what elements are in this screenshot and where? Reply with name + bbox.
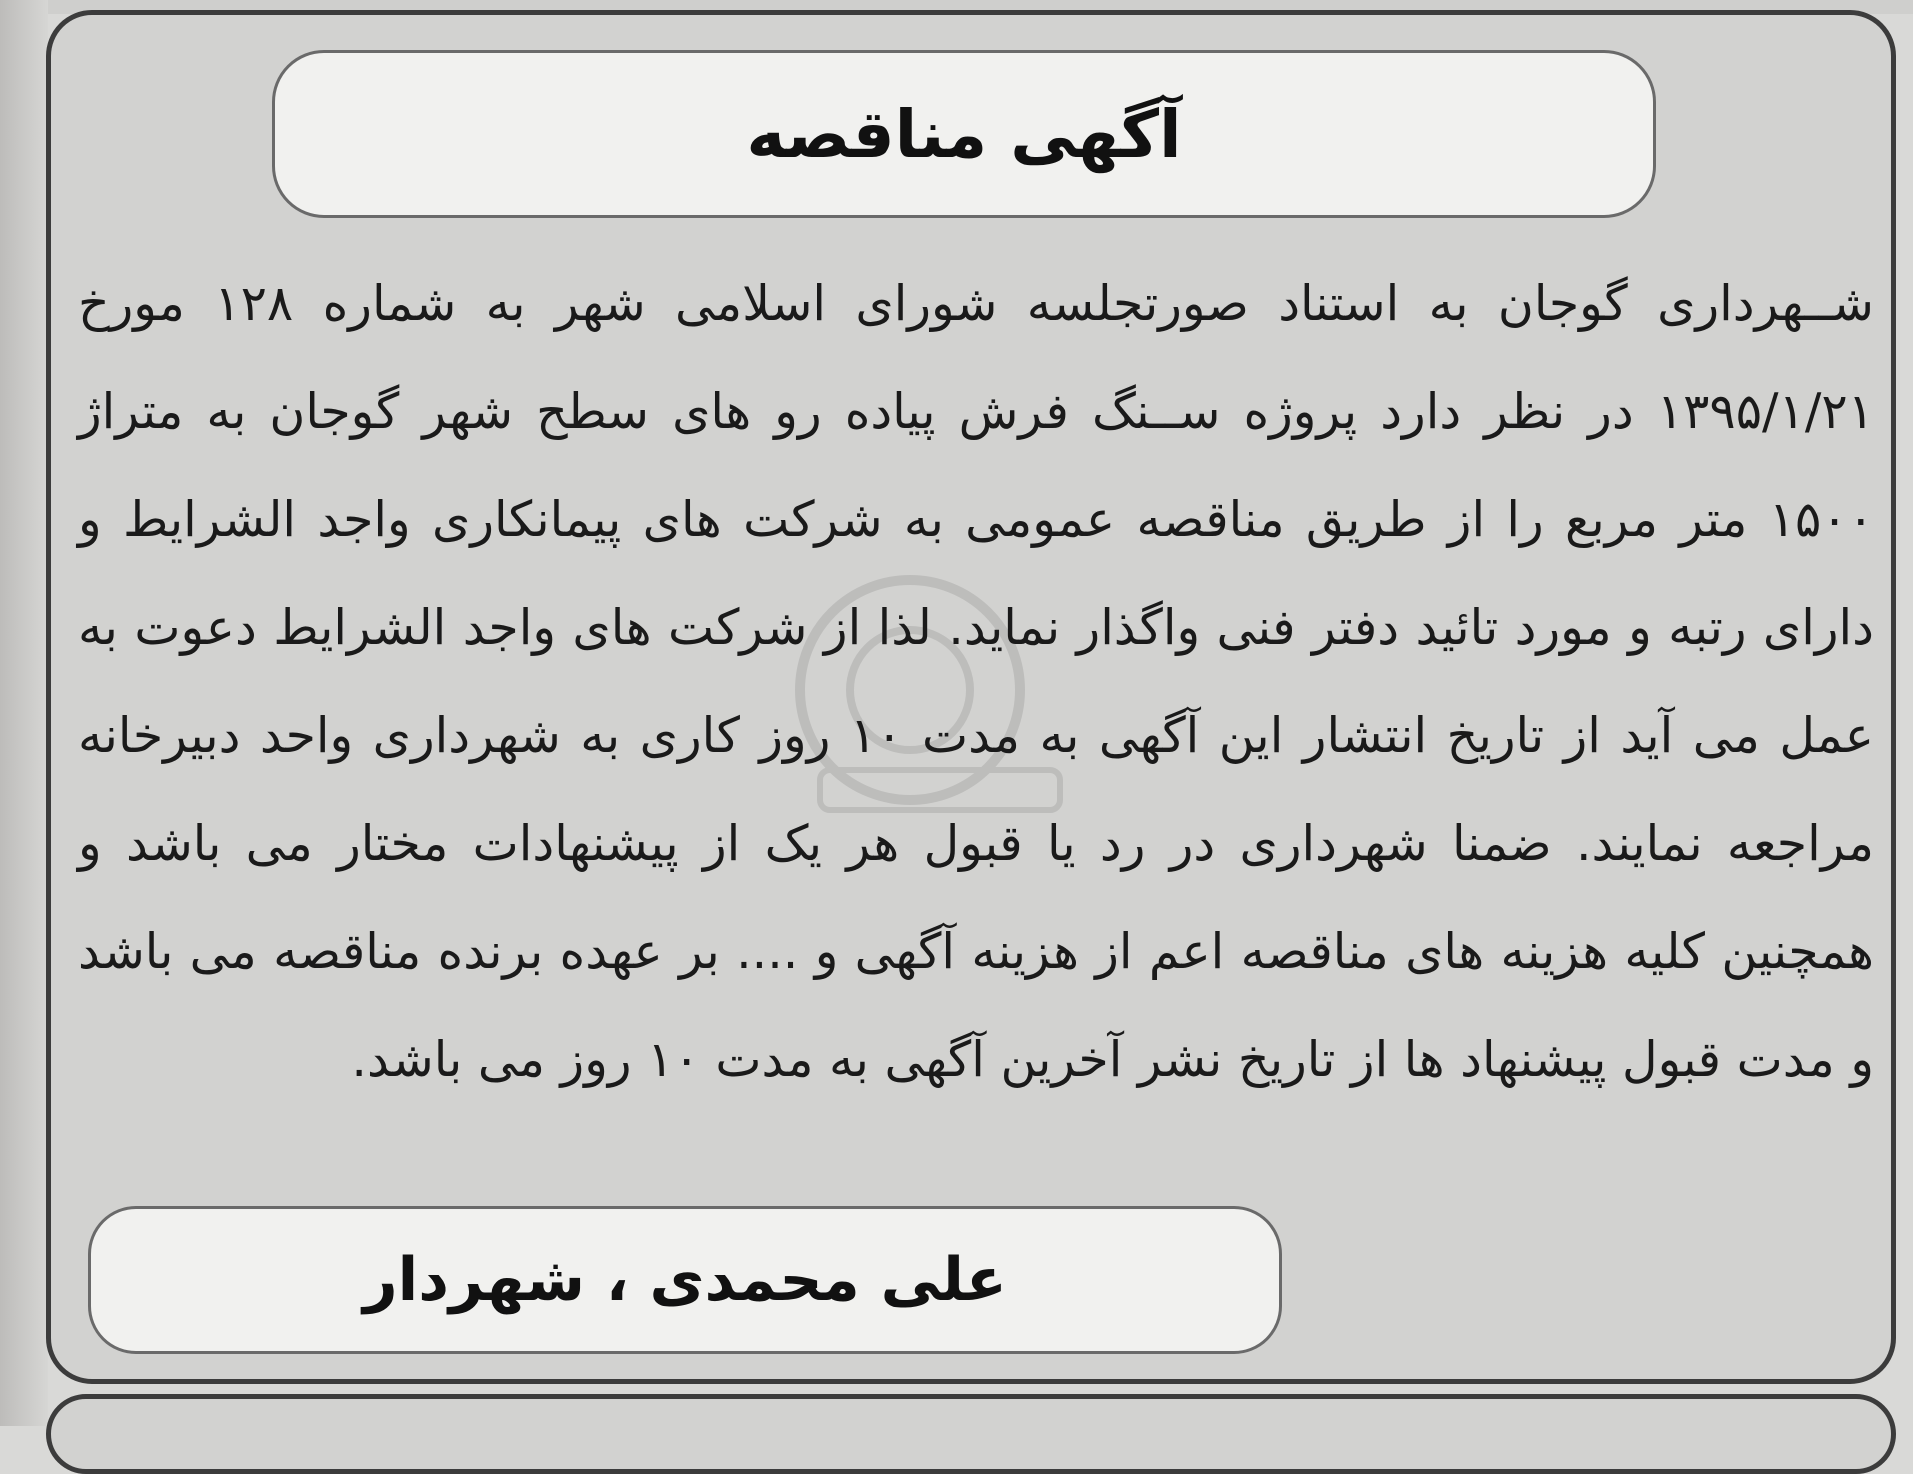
- ad-body: شــهرداری گوجان به استناد صورتجلسه شورای اسلامی شهر به شماره ۱۲۸ مورخ ۱۳۹۵/۱/۲۱ در نظر دارد پروژه ســنگ فرش پیاده رو های سطح شهر گوجان به متراژ ۱۵۰۰ متر مربع را از طریق مناقصه عمومی به شرکت های پیمانکاری واجد الشرایط و دارای رتبه و مورد تائید دفتر فنی واگذار نماید. لذا از شرکت های واجد الشرایط دعوت به عمل می آید از تاریخ انتشار این آگهی به مدت ۱۰ روز کاری به شهرداری واحد دبیرخانه مراجعه نمایند. ضمنا شهرداری در رد یا قبول هر یک از پیشنهادات مختار می باشد و همچنین کلیه هزینه های مناقصه اعم از هزینه آگهی و .... بر عهده برنده مناقصه می باشد و مدت قبول پیشنهاد ها از تاریخ نشر آخرین آگهی به مدت ۱۰ روز می باشد.: [78, 275, 1874, 1088]
- ad-title: آگهی مناقصه: [746, 95, 1182, 173]
- ad-signature: علی محمدی ، شهردار: [363, 1245, 1007, 1315]
- signature-box: [88, 1206, 1282, 1354]
- newspaper-margin: [0, 0, 48, 1426]
- next-ad-frame-edge: [46, 1394, 1896, 1474]
- title-box: [272, 50, 1656, 218]
